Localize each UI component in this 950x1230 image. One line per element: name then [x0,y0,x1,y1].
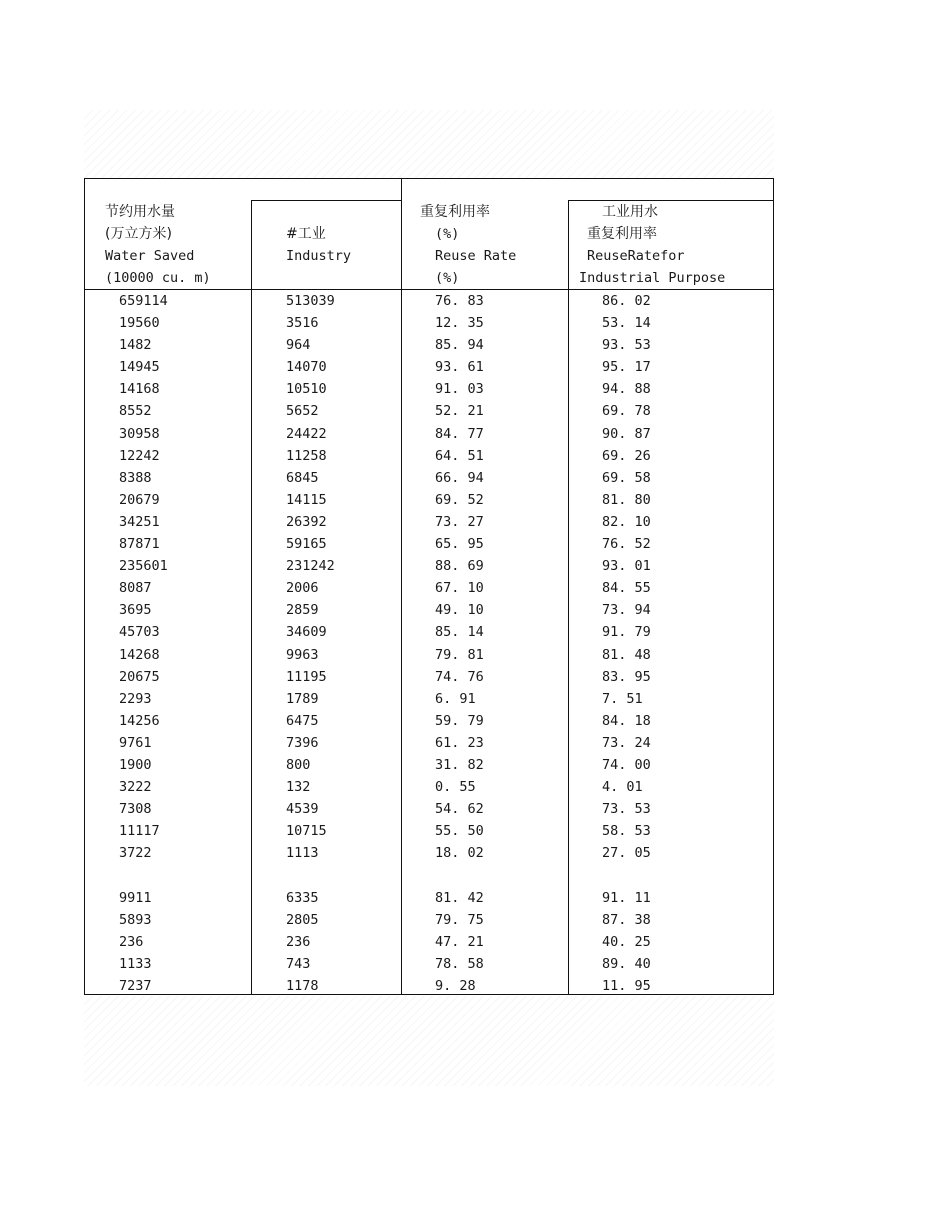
cell-reuse-rate: 85. 94 [435,337,484,354]
cell-water-saved: 14945 [119,359,160,376]
cell-industry: 964 [286,337,311,354]
header-reuse-rate-en: Reuse Rate [435,248,517,264]
table-row [85,710,773,732]
cell-reuse-rate: 85. 14 [435,624,484,641]
cell-industrial-reuse-rate: 69. 26 [602,447,651,464]
header-industrial-water-cn: 工业用水 [602,204,658,220]
cell-water-saved: 3695 [119,602,152,619]
cell-industry: 6475 [286,712,319,729]
table-row [85,975,773,997]
water-saving-table [84,178,774,995]
cell-water-saved: 3722 [119,845,152,862]
cell-industry: 231242 [286,558,335,575]
cell-industrial-reuse-rate: 27. 05 [602,845,651,862]
table-row [85,776,773,798]
cell-reuse-rate: 65. 95 [435,536,484,553]
cell-industry: 2805 [286,911,319,928]
cell-water-saved: 1482 [119,337,152,354]
cell-industrial-reuse-rate: 73. 94 [602,602,651,619]
cell-water-saved: 3222 [119,779,152,796]
cell-water-saved: 34251 [119,513,160,530]
cell-industry: 2006 [286,580,319,597]
cell-water-saved: 2293 [119,690,152,707]
cell-reuse-rate: 73. 27 [435,513,484,530]
cell-industrial-reuse-rate: 93. 01 [602,558,651,575]
table-row [85,754,773,776]
cell-industrial-reuse-rate: 83. 95 [602,668,651,685]
cell-water-saved: 14268 [119,646,160,663]
cell-water-saved: 14168 [119,381,160,398]
cell-industrial-reuse-rate: 91. 79 [602,624,651,641]
cell-reuse-rate: 78. 58 [435,955,484,972]
cell-reuse-rate: 49. 10 [435,602,484,619]
cell-water-saved: 1133 [119,955,152,972]
cell-industrial-reuse-rate: 73. 24 [602,734,651,751]
cell-industry: 800 [286,756,311,773]
cell-reuse-rate: 52. 21 [435,403,484,420]
cell-water-saved: 30958 [119,425,160,442]
cell-industry: 59165 [286,536,327,553]
cell-industrial-reuse-rate: 94. 88 [602,381,651,398]
cell-reuse-rate: 91. 03 [435,381,484,398]
cell-industry: 5652 [286,403,319,420]
cell-industry: 7396 [286,734,319,751]
table-body [85,290,773,997]
cell-reuse-rate: 12. 35 [435,315,484,332]
table-row [85,400,773,422]
cell-industrial-reuse-rate: 84. 55 [602,580,651,597]
cell-industry: 3516 [286,315,319,332]
cell-industry: 132 [286,779,311,796]
cell-reuse-rate: 6. 91 [435,690,476,707]
table-row [85,445,773,467]
cell-reuse-rate: 79. 75 [435,911,484,928]
cell-reuse-rate: 79. 81 [435,646,484,663]
table-row [85,842,773,864]
cell-reuse-rate: 47. 21 [435,933,484,950]
cell-industrial-reuse-rate: 76. 52 [602,536,651,553]
header-water-saved-unit-cn: (万立方米) [105,226,172,242]
cell-water-saved: 236 [119,933,144,950]
cell-reuse-rate: 88. 69 [435,558,484,575]
cell-industrial-reuse-rate: 84. 18 [602,712,651,729]
table-row [85,732,773,754]
header-reuse-rate-unit-cn: (%) [435,226,460,242]
cell-water-saved: 5893 [119,911,152,928]
cell-industrial-reuse-rate: 4. 01 [602,779,643,796]
table-row [85,599,773,621]
background-hatch-bottom [84,996,774,1086]
cell-industry: 11195 [286,668,327,685]
table-row [85,312,773,334]
header-water-saved-cn: 节约用水量 [105,204,175,220]
cell-industry: 6335 [286,889,319,906]
table-row [85,423,773,445]
cell-water-saved: 12242 [119,447,160,464]
cell-reuse-rate: 55. 50 [435,823,484,840]
cell-industry: 1113 [286,845,319,862]
cell-water-saved: 8552 [119,403,152,420]
header-industry-en: Industry [286,248,352,264]
cell-reuse-rate: 59. 79 [435,712,484,729]
cell-industry: 6845 [286,469,319,486]
cell-industry: 14070 [286,359,327,376]
cell-industrial-reuse-rate: 86. 02 [602,293,651,309]
cell-reuse-rate: 54. 62 [435,801,484,818]
cell-water-saved: 659114 [119,293,168,309]
cell-water-saved: 1900 [119,756,152,773]
header-subline-right [568,200,773,201]
cell-industry: 10510 [286,381,327,398]
table-row [85,467,773,489]
header-subline-left [251,200,401,201]
cell-water-saved: 11117 [119,823,160,840]
table-row [85,378,773,400]
cell-industry: 743 [286,955,311,972]
table-row [85,953,773,975]
cell-industry: 513039 [286,293,335,309]
cell-industrial-reuse-rate: 69. 78 [602,403,651,420]
cell-water-saved: 87871 [119,536,160,553]
cell-industrial-reuse-rate: 89. 40 [602,955,651,972]
table-row-spacer [85,864,773,886]
table-row [85,644,773,666]
cell-water-saved: 20679 [119,491,160,508]
cell-industrial-reuse-rate: 7. 51 [602,690,643,707]
cell-industry: 24422 [286,425,327,442]
cell-industrial-reuse-rate: 82. 10 [602,513,651,530]
cell-industry: 14115 [286,491,327,508]
header-reuse-rate-unit-en: (%) [435,270,460,286]
table-row [85,820,773,842]
cell-industrial-reuse-rate: 69. 58 [602,469,651,486]
cell-industry: 1178 [286,977,319,994]
table-row [85,688,773,710]
cell-industrial-reuse-rate: 74. 00 [602,756,651,773]
table-row [85,621,773,643]
cell-industry: 11258 [286,447,327,464]
cell-reuse-rate: 76. 83 [435,293,484,309]
cell-water-saved: 19560 [119,315,160,332]
cell-industrial-reuse-rate: 95. 17 [602,359,651,376]
cell-industrial-reuse-rate: 11. 95 [602,977,651,994]
table-row [85,533,773,555]
header-water-saved-unit-en: (10000 cu. m) [105,270,211,286]
cell-industrial-reuse-rate: 87. 38 [602,911,651,928]
cell-industrial-reuse-rate: 93. 53 [602,337,651,354]
cell-water-saved: 235601 [119,558,168,575]
table-row [85,887,773,909]
table-row [85,511,773,533]
cell-water-saved: 45703 [119,624,160,641]
cell-reuse-rate: 81. 42 [435,889,484,906]
table-row [85,666,773,688]
cell-reuse-rate: 67. 10 [435,580,484,597]
table-row [85,555,773,577]
background-hatch-top [84,110,774,178]
cell-industrial-reuse-rate: 90. 87 [602,425,651,442]
cell-reuse-rate: 66. 94 [435,469,484,486]
cell-industry: 9963 [286,646,319,663]
cell-reuse-rate: 84. 77 [435,425,484,442]
cell-reuse-rate: 31. 82 [435,756,484,773]
cell-industry: 236 [286,933,311,950]
cell-industry: 1789 [286,690,319,707]
cell-water-saved: 7237 [119,977,152,994]
header-industrial-reuse-rate-en-2: Industrial Purpose [579,270,726,286]
cell-industry: 4539 [286,801,319,818]
table-row [85,931,773,953]
table-row [85,489,773,511]
cell-reuse-rate: 18. 02 [435,845,484,862]
cell-water-saved: 9761 [119,734,152,751]
cell-industrial-reuse-rate: 81. 48 [602,646,651,663]
cell-industry: 34609 [286,624,327,641]
table-row [85,290,773,312]
cell-reuse-rate: 74. 76 [435,668,484,685]
table-row [85,334,773,356]
cell-industrial-reuse-rate: 81. 80 [602,491,651,508]
cell-industry: 10715 [286,823,327,840]
cell-water-saved: 8388 [119,469,152,486]
header-reuse-rate-cn: 重复利用率 [420,204,490,220]
cell-water-saved: 14256 [119,712,160,729]
header-industrial-reuse-rate-en-1: ReuseRatefor [587,248,685,264]
cell-water-saved: 7308 [119,801,152,818]
cell-industry: 26392 [286,513,327,530]
cell-reuse-rate: 93. 61 [435,359,484,376]
cell-industrial-reuse-rate: 40. 25 [602,933,651,950]
header-industrial-reuse-rate-cn: 重复利用率 [587,226,657,242]
cell-industrial-reuse-rate: 91. 11 [602,889,651,906]
cell-industrial-reuse-rate: 58. 53 [602,823,651,840]
header-water-saved-en: Water Saved [105,248,195,264]
cell-reuse-rate: 9. 28 [435,977,476,994]
table-row [85,909,773,931]
header-industry-cn: #工业 [286,226,326,242]
cell-water-saved: 8087 [119,580,152,597]
cell-reuse-rate: 61. 23 [435,734,484,751]
cell-reuse-rate: 69. 52 [435,491,484,508]
table-row [85,356,773,378]
cell-reuse-rate: 0. 55 [435,779,476,796]
cell-industry: 2859 [286,602,319,619]
cell-industrial-reuse-rate: 73. 53 [602,801,651,818]
cell-water-saved: 9911 [119,889,152,906]
table-row [85,798,773,820]
cell-water-saved: 20675 [119,668,160,685]
table-row [85,577,773,599]
cell-reuse-rate: 64. 51 [435,447,484,464]
cell-industrial-reuse-rate: 53. 14 [602,315,651,332]
